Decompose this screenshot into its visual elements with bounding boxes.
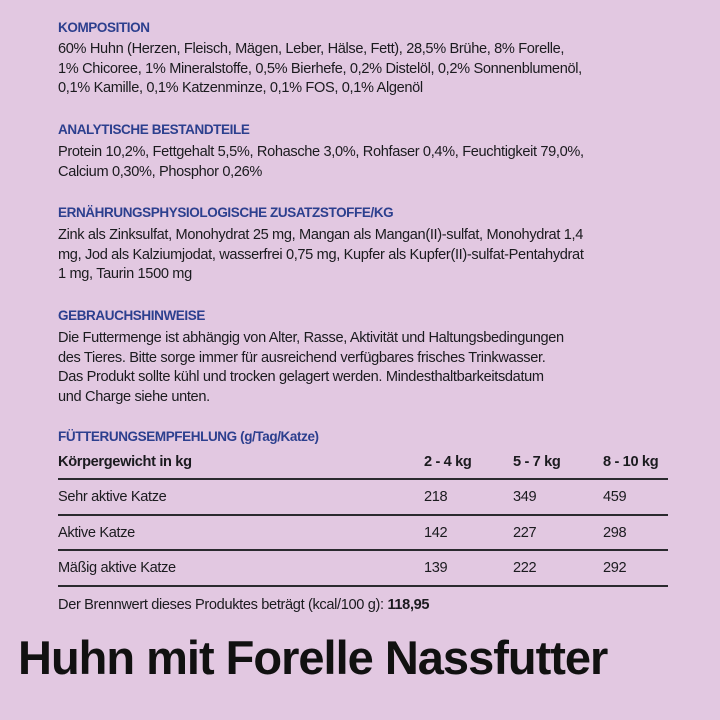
- product-title: Huhn mit Forelle Nassfutter: [18, 631, 608, 684]
- text-line: Calcium 0,30%, Phosphor 0,26%: [58, 163, 263, 180]
- gebrauchshinweise-text: [58, 329, 564, 407]
- heading-komposition: KOMPOSITION: [58, 20, 150, 35]
- table-cell: 349: [513, 489, 537, 505]
- column-header: Körpergewicht in kg: [58, 454, 192, 470]
- energy-label: Der Brennwert dieses Produktes beträgt (kcal/100 g):: [58, 597, 384, 613]
- heading-analytische-bestandteile: ANALYTISCHE BESTANDTEILE: [58, 122, 250, 137]
- text-line: des Tieres. Bitte sorge immer für ausreichend verfügbares frisches Trinkwasser.: [58, 349, 546, 366]
- table-row: [58, 516, 668, 552]
- text-line: Das Produkt sollte kühl und trocken gelagert werden. Mindesthaltbarkeitsdatum: [58, 369, 544, 385]
- table-row: [58, 551, 668, 587]
- column-header: 8 - 10 kg: [603, 454, 659, 470]
- table-cell: 459: [603, 489, 627, 505]
- text-line: Zink als Zinksulfat, Monohydrat 25 mg, Mangan als Mangan(II)-sulfat, Monohydrat 1,4: [58, 227, 583, 243]
- table-cell: 139: [424, 560, 448, 576]
- table-cell: Mäßig aktive Katze: [58, 560, 176, 576]
- text-line: 1 mg, Taurin 1500 mg: [58, 266, 192, 282]
- text-line: Die Futtermenge ist abhängig von Alter, Rasse, Aktivität und Haltungsbedingungen: [58, 330, 564, 346]
- heading-gebrauchshinweise: GEBRAUCHSHINWEISE: [58, 308, 205, 323]
- zusatzstoffe-text: [58, 226, 584, 285]
- table-row: [58, 480, 668, 516]
- energy-note: [58, 597, 429, 613]
- table-cell: 218: [424, 489, 448, 505]
- table-header-row: [58, 452, 668, 480]
- table-cell: 142: [424, 524, 448, 541]
- feeding-table: [58, 452, 668, 587]
- column-header: 2 - 4 kg: [424, 454, 472, 470]
- column-header: 5 - 7 kg: [513, 454, 561, 470]
- text-line: mg, Jod als Kalziumjodat, wasserfrei 0,75 mg, Kupfer als Kupfer(II)-sulfat-Pentahydrat: [58, 246, 584, 263]
- table-cell: Aktive Katze: [58, 524, 135, 541]
- table-cell: 227: [513, 524, 537, 541]
- text-line: und Charge siehe unten.: [58, 388, 210, 405]
- energy-value: 118,95: [387, 597, 430, 613]
- heading-zusatzstoffe: ERNÄHRUNGSPHYSIOLOGISCHE ZUSATZSTOFFE/KG: [58, 205, 394, 220]
- text-line: 1% Chicoree, 1% Mineralstoffe, 0,5% Bierhefe, 0,2% Distelöl, 0,2% Sonnenblumenöl,: [58, 60, 582, 77]
- table-cell: Sehr aktive Katze: [58, 489, 167, 505]
- table-cell: 298: [603, 524, 627, 541]
- table-cell: 292: [603, 560, 627, 576]
- text-line: 60% Huhn (Herzen, Fleisch, Mägen, Leber, Hälse, Fett), 28,5% Brühe, 8% Forelle,: [58, 41, 565, 57]
- text-line: 0,1% Kamille, 0,1% Katzenminze, 0,1% FOS, 0,1% Algenöl: [58, 80, 423, 96]
- text-line: Protein 10,2%, Fettgehalt 5,5%, Rohasche 3,0%, Rohfaser 0,4%, Feuchtigkeit 79,0%,: [58, 144, 584, 160]
- komposition-text: [58, 40, 582, 99]
- analytische-text: [58, 143, 584, 182]
- table-cell: 222: [513, 560, 537, 576]
- heading-fuetterungsempfehlung: FÜTTERUNGSEMPFEHLUNG (g/Tag/Katze): [58, 429, 319, 444]
